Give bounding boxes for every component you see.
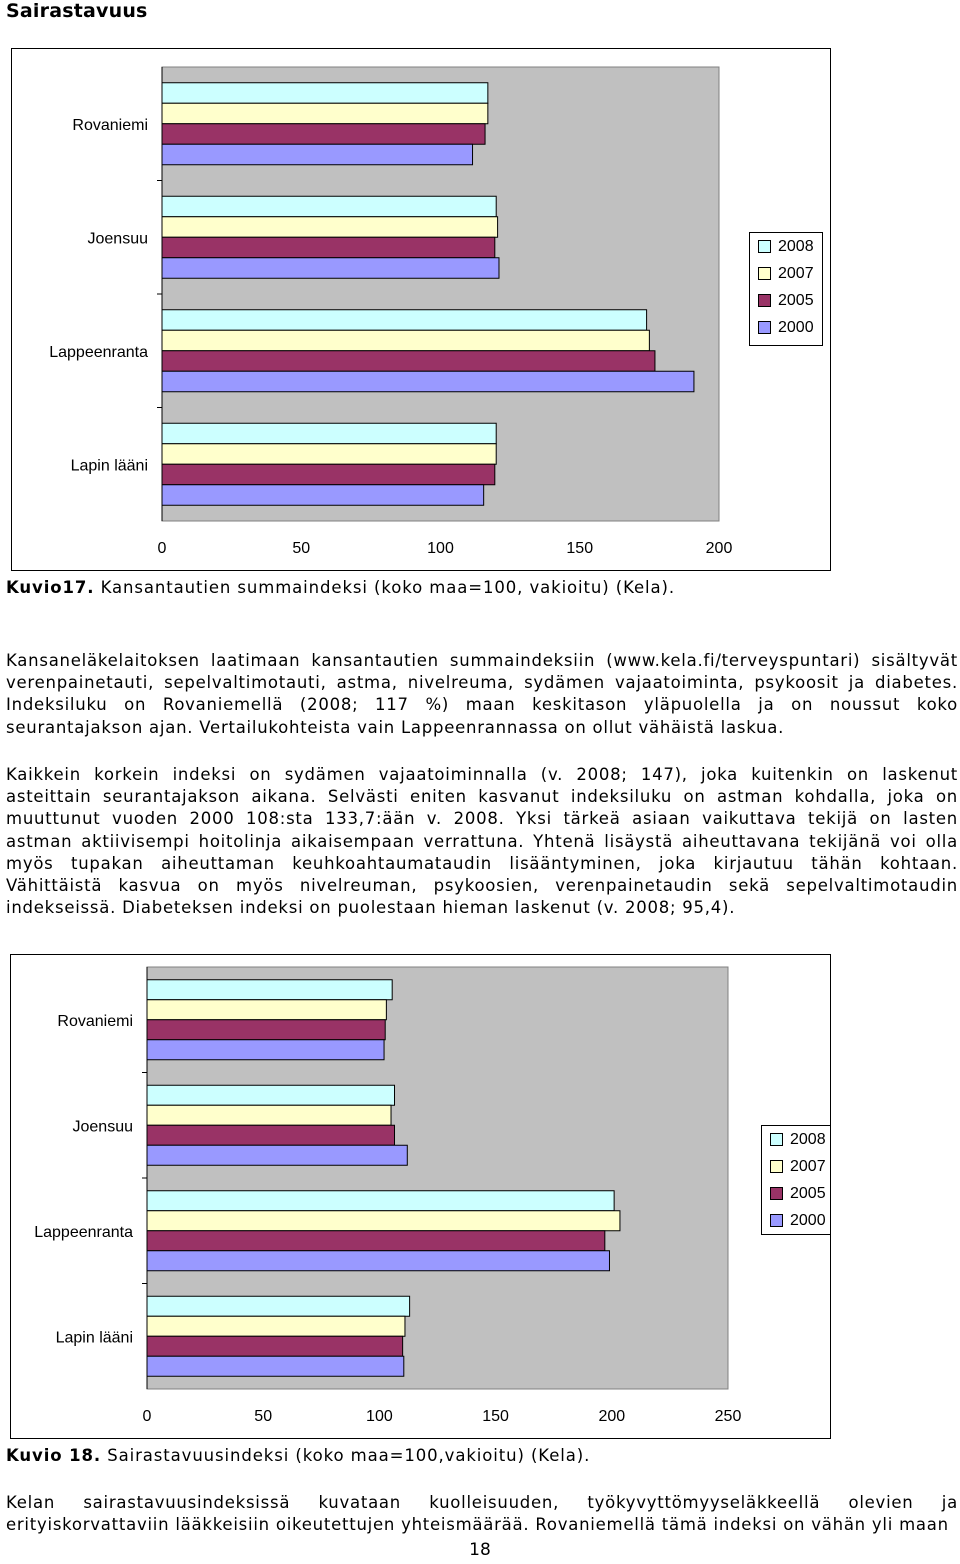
fig18-legend-item-2007 [762, 1153, 830, 1180]
fig18-legend-label: 2005 [790, 1184, 826, 1202]
paragraph-1: Kansaneläkelaitoksen laatimaan kansantautien summaindeksiin (www.kela.fi/terveyspuntari) sisältyvät verenpainetauti, sepelvaltimotauti, astma, nivelreuma, sydämen vajaatoiminta, psykoosit ja diabetes. Indeksiluku on Rovaniemellä (2008; 117 %) maan keskitason yläpuolella ja on noussut koko seurantajakson ajan. Vertailukohteista vain Lappeenrannassa on ollut vähäistä laskua. [6, 651, 958, 737]
fig17-bar-joensuu-2000 [162, 258, 499, 279]
fig18-legend-item-2008 [762, 1126, 830, 1153]
fig18-legend-swatch [770, 1133, 783, 1146]
fig18-caption [6, 1446, 590, 1465]
fig18-bar-joensuu-2005 [147, 1125, 395, 1145]
fig18-legend-swatch [770, 1187, 783, 1200]
paragraph-2: Kaikkein korkein indeksi on sydämen vajaatoiminnalla (v. 2008; 147), joka kuitenkin on laskenut asteittain seurantajakson aikana. Selvästi eniten kasvanut indeksiluku on astman kohdalla, joka on muuttunut vuoden 2000 108:sta 133,7:ään v. 2008. Yksi tärkeä asiaan vaikuttava tekijä on lasten astman aktiivisempi hoitolinja aikaisempaan verrattuna. Yhtenä lisäystä aiheuttavana tekijänä voi olla myös tupakan aiheuttaman keuhkoahtaumataudin lisääntyminen, joka kirjautuu tähän kohtaan. Vähittäistä kasvua on myös nivelreuman, psykoosien, verenpainetaudin sekä sepelvaltimotaudin indekseissä. Diabeteksen indeksi on puolestaan hieman laskenut (v. 2008; 95,4). [6, 765, 958, 918]
chart-fig17-legend [749, 232, 823, 346]
fig17-legend-item-2008 [750, 233, 822, 260]
fig17-bar-lapin-laani-2008 [162, 423, 496, 444]
fig18-bar-lapin-laani-2000 [147, 1356, 404, 1376]
page-number: 18 [469, 1540, 491, 1560]
fig18-bar-lappeenranta-2008 [147, 1191, 614, 1211]
fig18-legend-label: 2000 [790, 1211, 826, 1229]
fig18-bar-joensuu-2000 [147, 1145, 407, 1165]
fig17-legend-swatch [758, 321, 771, 334]
fig17-category-label-lappeenranta: Lappeenranta [49, 343, 148, 361]
fig18-x-tick-label: 0 [142, 1408, 152, 1425]
fig18-bar-lapin-laani-2008 [147, 1296, 410, 1316]
fig18-legend-item-2005 [762, 1180, 830, 1207]
fig17-x-tick-label: 50 [292, 540, 311, 557]
fig18-bar-rovaniemi-2005 [147, 1020, 385, 1040]
fig17-bar-rovaniemi-2008 [162, 83, 488, 104]
chart-fig17-svg [12, 49, 830, 570]
fig18-category-label-joensuu: Joensuu [72, 1118, 133, 1136]
fig18-bar-joensuu-2007 [147, 1105, 391, 1125]
fig18-category-label-rovaniemi: Rovaniemi [57, 1012, 133, 1030]
chart-fig18-legend [761, 1125, 831, 1235]
fig17-legend-swatch [758, 267, 771, 280]
fig17-legend-swatch [758, 294, 771, 307]
fig17-category-label-rovaniemi: Rovaniemi [72, 116, 148, 134]
fig18-legend-item-2000 [762, 1207, 830, 1234]
fig18-bar-rovaniemi-2007 [147, 1000, 386, 1020]
fig17-bar-lapin-laani-2005 [162, 464, 495, 485]
fig18-x-tick-label: 50 [254, 1408, 273, 1425]
fig18-bar-rovaniemi-2000 [147, 1040, 384, 1060]
fig18-x-tick-label: 250 [714, 1408, 742, 1425]
fig18-bar-lappeenranta-2005 [147, 1231, 605, 1251]
fig17-bar-lappeenranta-2005 [162, 351, 655, 372]
fig18-legend-label: 2008 [790, 1130, 826, 1148]
fig18-category-label-lappeenranta: Lappeenranta [34, 1223, 133, 1241]
fig18-x-tick-label: 100 [366, 1408, 393, 1425]
fig17-legend-swatch [758, 240, 771, 253]
fig18-x-tick-label: 200 [598, 1408, 626, 1425]
paragraph-3: Kelan sairastavuusindeksissä kuvataan kuolleisuuden, työkyvyttömyyseläkkeellä olevien ja erityiskorvattaviin lääkkeisiin oikeutettujen yhteismäärää. Rovaniemellä tämä indeksi on vähän yli maan [6, 1493, 958, 1535]
fig17-x-tick-label: 100 [427, 540, 454, 557]
fig17-number: Kuvio17. [6, 578, 95, 597]
chart-fig17 [11, 48, 831, 571]
fig18-text: Sairastavuusindeksi (koko maa=100,vakioitu) (Kela). [101, 1446, 591, 1465]
fig17-x-tick-label: 0 [157, 540, 167, 557]
fig18-legend-label: 2007 [790, 1157, 826, 1175]
fig17-bar-lappeenranta-2000 [162, 371, 694, 392]
fig17-bar-lapin-laani-2007 [162, 444, 496, 465]
fig18-bar-lappeenranta-2000 [147, 1251, 609, 1271]
fig17-bar-joensuu-2007 [162, 217, 498, 238]
fig18-bar-lapin-laani-2005 [147, 1336, 403, 1356]
fig18-legend-swatch [770, 1214, 783, 1227]
fig17-caption [6, 578, 675, 597]
fig18-x-tick-label: 150 [482, 1408, 509, 1425]
fig18-legend-swatch [770, 1160, 783, 1173]
fig17-legend-item-2000 [750, 314, 822, 341]
fig17-category-label-lapin-laani: Lapin lääni [70, 457, 148, 475]
chart-fig18-svg [11, 955, 830, 1438]
fig17-legend-label: 2008 [778, 237, 814, 255]
fig17-text: Kansantautien summaindeksi (koko maa=100, vakioitu) (Kela). [94, 578, 676, 597]
fig17-bar-rovaniemi-2007 [162, 103, 488, 124]
fig17-bar-lappeenranta-2008 [162, 310, 647, 331]
fig18-bar-lapin-laani-2007 [147, 1316, 405, 1336]
fig17-bar-rovaniemi-2000 [162, 144, 473, 165]
fig18-bar-rovaniemi-2008 [147, 980, 392, 1000]
fig17-category-label-joensuu: Joensuu [87, 230, 148, 248]
fig17-legend-label: 2000 [778, 318, 814, 336]
fig17-legend-item-2005 [750, 287, 822, 314]
fig18-bar-lappeenranta-2007 [147, 1211, 620, 1231]
fig18-number: Kuvio 18. [6, 1446, 102, 1465]
fig17-bar-lappeenranta-2007 [162, 330, 649, 351]
fig17-bar-joensuu-2008 [162, 196, 496, 217]
fig17-legend-item-2007 [750, 260, 822, 287]
fig17-bar-joensuu-2005 [162, 237, 495, 258]
fig17-legend-label: 2007 [778, 264, 814, 282]
fig18-bar-joensuu-2008 [147, 1085, 395, 1105]
fig17-x-tick-label: 200 [705, 540, 733, 557]
fig17-legend-label: 2005 [778, 291, 814, 309]
chart-fig18 [10, 954, 831, 1439]
fig17-x-tick-label: 150 [566, 540, 594, 557]
fig18-category-label-lapin-laani: Lapin lääni [55, 1329, 133, 1347]
page-heading: Sairastavuus [6, 0, 148, 22]
fig17-bar-lapin-laani-2000 [162, 485, 484, 506]
fig17-bar-rovaniemi-2005 [162, 124, 485, 145]
